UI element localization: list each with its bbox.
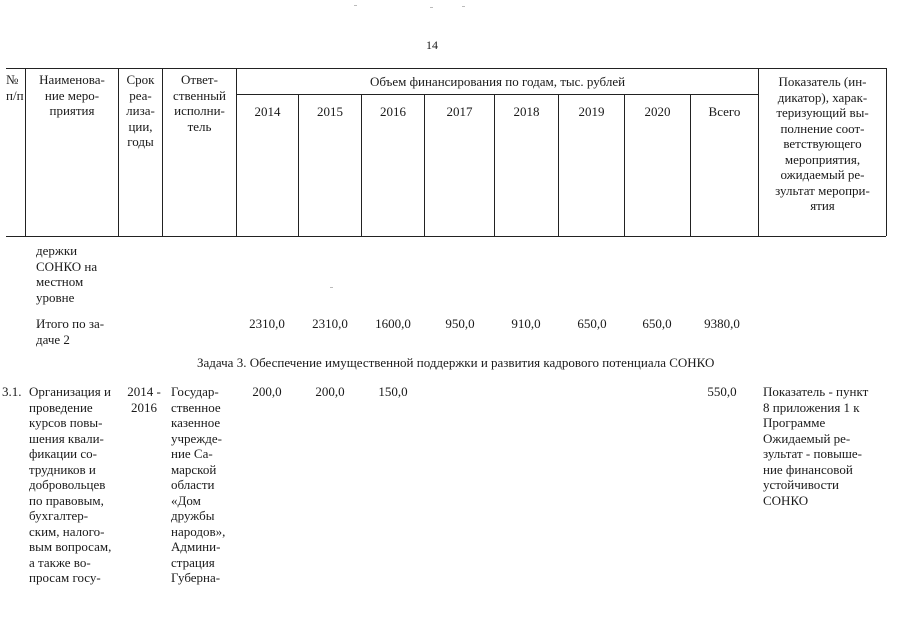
- scan-speck: [330, 287, 333, 288]
- page-number: 14: [426, 38, 438, 52]
- task-title: Задача 3. Обеспечение имущественной поддержки и развития кадрового потенциала СОНКО: [197, 355, 715, 370]
- row-value: 200,0: [315, 384, 345, 399]
- total-label: Итого по за- даче 2: [36, 316, 105, 347]
- table-right-border: [886, 68, 887, 236]
- header-term: Срок реа- лиза- ции, годы: [126, 72, 155, 149]
- finance-subheader-border: [236, 94, 758, 95]
- header-executor: Ответ- ственный исполни- тель: [173, 72, 226, 134]
- header-year: 2019: [578, 104, 605, 119]
- total-value: 910,0: [511, 316, 541, 331]
- row-indicator: Показатель - пункт 8 приложения 1 к Программе Ожидаемый ре- зультат - повыше- ние финансовой устойчивости СОНКО: [763, 384, 869, 508]
- total-value: 2310,0: [249, 316, 285, 331]
- row-executor: Государ- ственное казенное учрежде- ние Са- марской области «Дом дружбы народов», Админи- страция Губерна-: [171, 384, 226, 585]
- col-divider: [236, 68, 237, 236]
- header-bottom-border: [6, 236, 886, 237]
- header-number: № п/п: [6, 72, 24, 103]
- total-value: 1600,0: [375, 316, 411, 331]
- row-value: 200,0: [252, 384, 282, 399]
- scan-speck: [462, 6, 465, 7]
- header-indicator: Показатель (ин- дикатор), харак- теризующий вы- полнение соот- ветствующего мероприятия, ожидаемый ре- зультат меропри- ятия: [775, 74, 870, 213]
- row-number: 3.1.: [2, 384, 22, 399]
- total-value: 650,0: [642, 316, 672, 331]
- total-value: 9380,0: [704, 316, 740, 331]
- header-year: 2018: [513, 104, 540, 119]
- total-value: 950,0: [445, 316, 475, 331]
- scan-speck: [430, 7, 433, 8]
- row-term: 2014 - 2016: [127, 384, 161, 415]
- header-name: Наименова- ние меро- приятия: [39, 72, 105, 118]
- header-year: 2017: [446, 104, 473, 119]
- scan-speck: [354, 5, 357, 6]
- header-year: 2015: [317, 104, 343, 119]
- total-value: 2310,0: [312, 316, 348, 331]
- header-year: 2014: [254, 104, 281, 119]
- continuation-text: держки СОНКО на местном уровне: [36, 243, 98, 305]
- header-top-border: [6, 68, 886, 69]
- row-name: Организация и проведение курсов повы- шения квали- фикации со- трудников и добровольцев по правовым, бухгалтер- ским, налого- вым вопросам, а также во- просам госу-: [29, 384, 112, 585]
- total-value: 650,0: [577, 316, 607, 331]
- row-value: 150,0: [378, 384, 408, 399]
- row-value: 550,0: [707, 384, 737, 399]
- header-year: 2016: [380, 104, 406, 119]
- header-year: 2020: [644, 104, 671, 119]
- header-total: Всего: [708, 104, 741, 119]
- header-finance: Объем финансирования по годам, тыс. рублей: [369, 74, 626, 89]
